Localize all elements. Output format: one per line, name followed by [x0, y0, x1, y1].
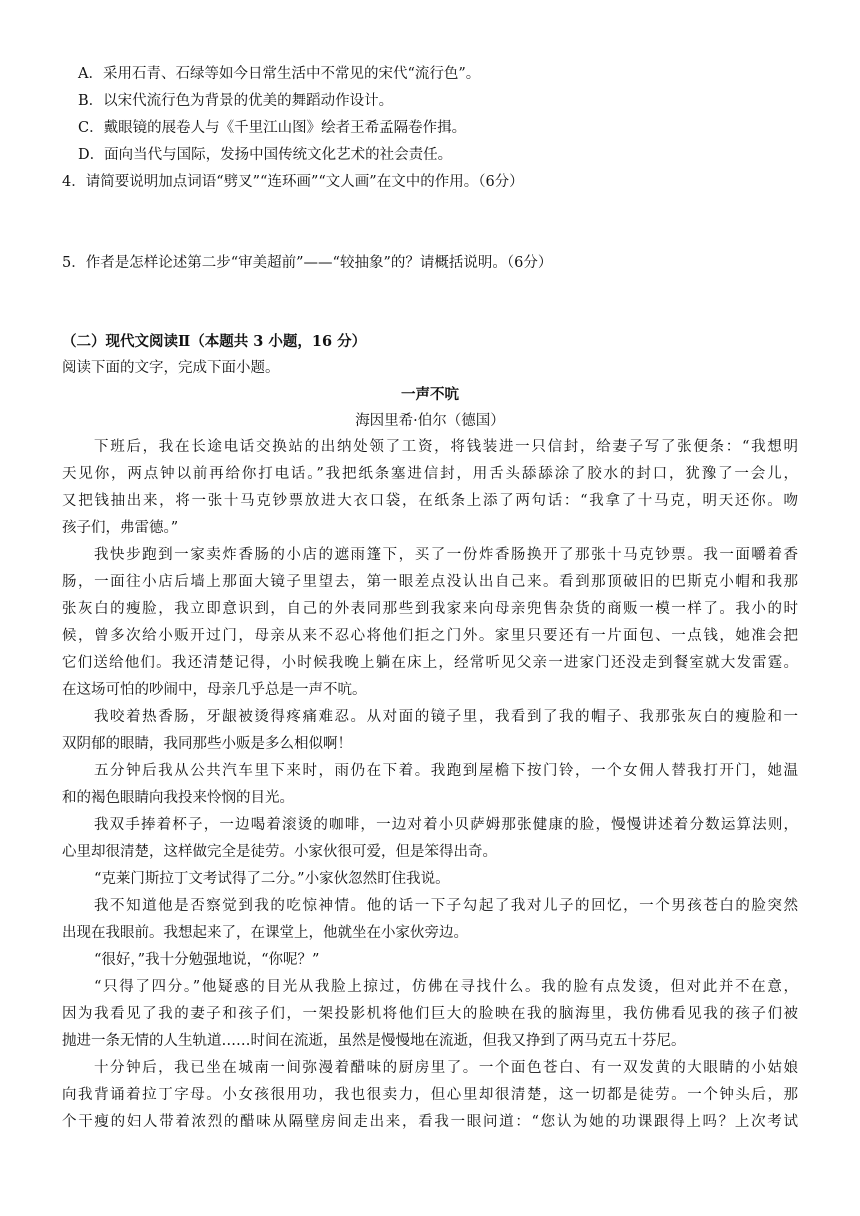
article-line: 我快步跑到一家卖炸香肠的小店的遮雨篷下，买了一份炸香肠换开了那张十马克钞票。我一面嚼着香	[94, 547, 798, 563]
article-author: 海因里希·伯尔（德国）	[355, 413, 505, 429]
article-line: 在这场可怕的吵闹中，母亲几乎总是一声不吭。	[62, 682, 367, 698]
article-line: 我双手捧着杯子，一边喝着滚烫的咖啡，一边对着小贝萨姆那张健康的脸，慢慢讲述着分数运算法则，	[94, 817, 798, 833]
article-line: 它们送给他们。我还清楚记得，小时候我晚上躺在床上，经常听见父亲一进家门还没走到餐室就大发雷霆。	[62, 655, 798, 671]
article-line: “克莱门斯拉丁文考试得了二分。”小家伙忽然盯住我说。	[94, 871, 450, 887]
article-line: 孩子们，弗雷德。”	[62, 520, 179, 536]
article-line: 个干瘦的妇人带着浓烈的醋味从隔壁房间走出来，看我一眼问道：“您认为她的功课跟得上吗？上次考试	[62, 1114, 798, 1130]
question-4: 4．请简要说明加点词语“劈叉”“连环画”“文人画”在文中的作用。（6分）	[62, 174, 524, 190]
question-5: 5．作者是怎样论述第二步“审美超前”——“较抽象”的？请概括说明。（6分）	[62, 255, 553, 271]
article-line: 十分钟后，我已坐在城南一间弥漫着醋味的厨房里了。一个面色苍白、有一双发黄的大眼睛的小姑娘	[94, 1060, 798, 1076]
option-a: A．采用石青、石绿等如今日常生活中不常见的宋代“流行色”。	[78, 66, 481, 82]
article-line: “很好，”我十分勉强地说，“你呢？”	[94, 952, 320, 968]
article-line: 天见你，两点钟以前再给你打电话。”我把纸条塞进信封，用舌头舔舔涂了胶水的封口，犹豫了一会儿，	[62, 466, 798, 482]
article-line: 候，曾多次给小贩开过门，母亲从来不忍心将他们拒之门外。家里只要还有一片面包、一点钱，她准会把	[62, 628, 798, 644]
article-line: 我咬着热香肠，牙龈被烫得疼痛难忍。从对面的镜子里，我看到了我的帽子、我那张灰白的瘦脸和一	[94, 709, 798, 725]
article-line: 五分钟后我从公共汽车里下来时，雨仍在下着。我跑到屋檐下按门铃，一个女佣人替我打开门，她温	[94, 763, 798, 779]
article-line: 抛进一条无情的人生轨道……时间在流逝，虽然是慢慢地在流逝，但我又挣到了两马克五十芬尼。	[62, 1033, 686, 1049]
section-heading: （二）现代文阅读Ⅱ（本题共 3 小题，16 分）	[62, 333, 367, 350]
article-line: 心里却很清楚，这样做完全是徒劳。小家伙很可爱，但是笨得出奇。	[62, 844, 497, 860]
option-c: C．戴眼镜的展卷人与《千里江山图》绘者王希孟隔卷作揖。	[78, 120, 467, 136]
article-line: 又把钱抽出来，将一张十马克钞票放进大衣口袋，在纸条上添了两句话：“我拿了十马克，明天还你。吻	[62, 493, 798, 509]
article-line: 和的褐色眼睛向我投来怜悯的目光。	[62, 790, 294, 806]
article-line: 出现在我眼前。我想起来了，在课堂上，他就坐在小家伙旁边。	[62, 925, 468, 941]
article-line: 向我背诵着拉丁字母。小女孩很用功，我也很卖力，但心里却很清楚，这一切都是徒劳。一个钟头后，那	[62, 1087, 798, 1103]
article-line: 双阴郁的眼睛，我同那些小贩是多么相似啊！	[62, 736, 352, 752]
article-title: 一声不吭	[401, 386, 459, 403]
option-b: B．以宋代流行色为背景的优美的舞蹈动作设计。	[78, 93, 394, 109]
article-line: 我不知道他是否察觉到我的吃惊神情。他的话一下子勾起了我对儿子的回忆，一个男孩苍白的脸突然	[94, 898, 798, 914]
article-line: 因为我看见了我的妻子和孩子们，一架投影机将他们巨大的脸映在我的脑海里，我仿佛看见我的孩子们被	[62, 1006, 798, 1022]
article-line: 下班后，我在长途电话交换站的出纳处领了工资，将钱装进一只信封，给妻子写了张便条：“我想明	[94, 439, 798, 455]
section-instruction: 阅读下面的文字，完成下面小题。	[62, 360, 280, 376]
article-line: 张灰白的瘦脸，我立即意识到，自己的外表同那些到我家来向母亲兜售杂货的商贩一模一样了。我小的时	[62, 601, 798, 617]
option-d: D．面向当代与国际，发扬中国传统文化艺术的社会责任。	[78, 147, 453, 163]
article-line: 肠，一面往小店后墙上那面大镜子里望去，第一眼差点没认出自己来。看到那顶破旧的巴斯克小帽和我那	[62, 574, 798, 590]
article-line: “只得了四分。”他疑惑的目光从我脸上掠过，仿佛在寻找什么。我的脸有点发烫，但对此并不在意，	[94, 979, 798, 995]
